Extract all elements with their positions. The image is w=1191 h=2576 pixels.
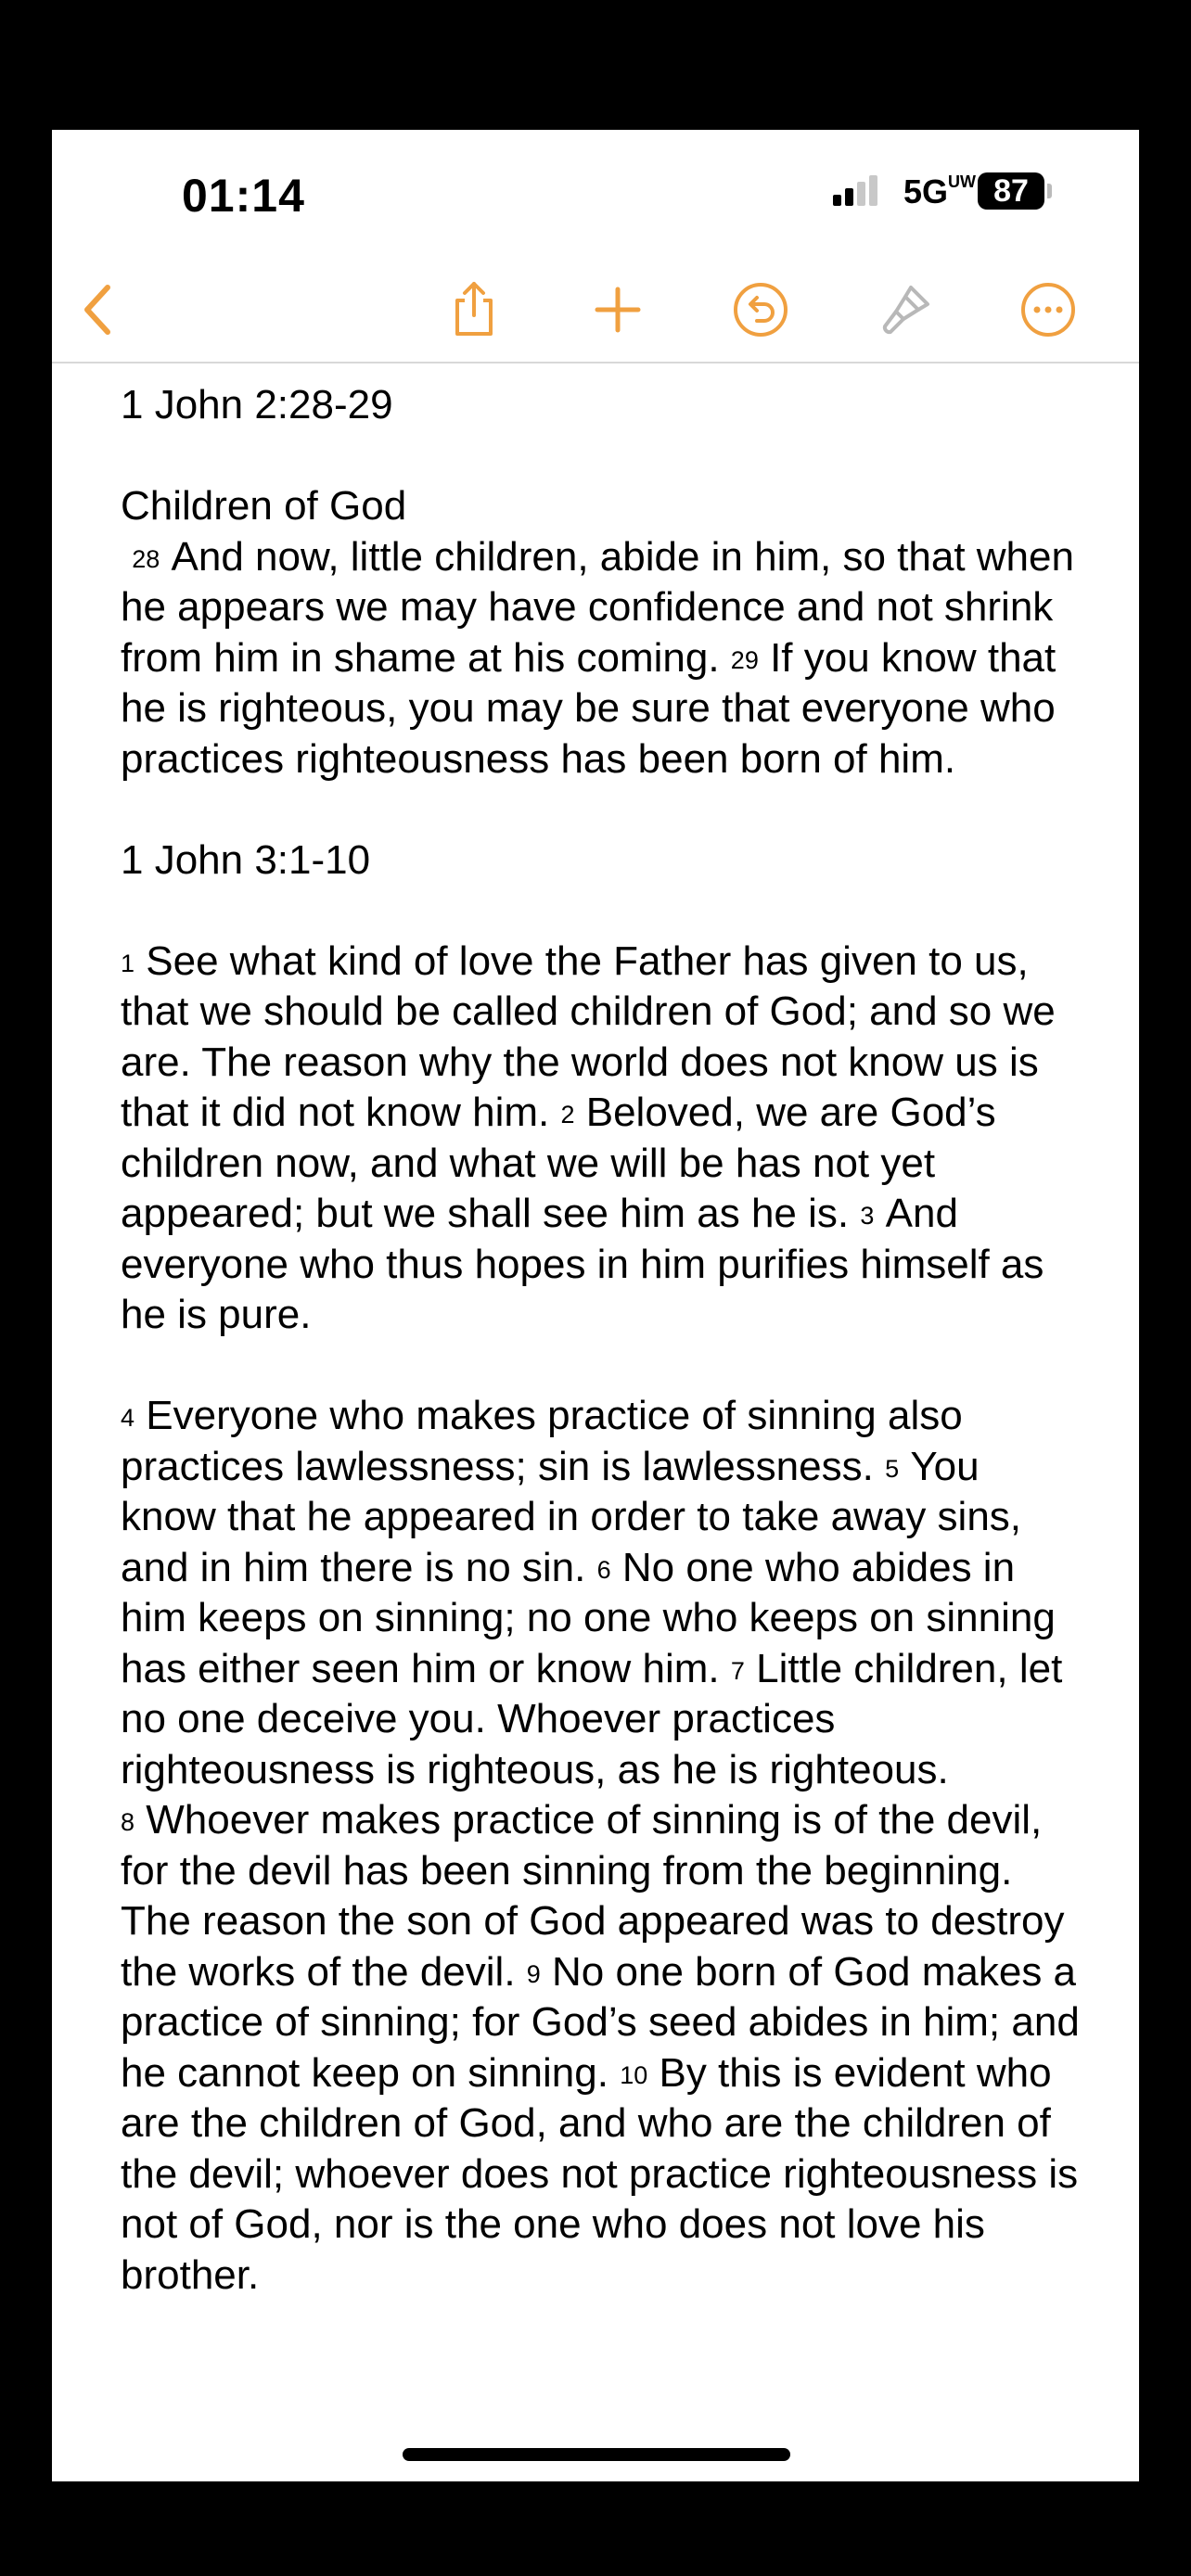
verse-text: No one born of God makes a practice of sinning; for God’s seed abides in him; and he cannot keep on sinning.: [121, 1948, 1080, 2096]
verse-number: 3: [860, 1202, 875, 1230]
share-icon: [444, 280, 504, 339]
signal-strength-icon: [833, 174, 889, 208]
section-title: Children of God: [121, 483, 407, 529]
ellipsis-circle-icon: [1018, 280, 1078, 339]
battery-nub: [1047, 184, 1052, 198]
paintbrush-icon: [876, 280, 935, 339]
passage-heading: 1 John 2:28-29: [121, 382, 393, 427]
verse-number: 7: [730, 1656, 745, 1685]
verse-number: 6: [596, 1555, 611, 1584]
markup-button[interactable]: [876, 280, 935, 339]
home-indicator[interactable]: [403, 2448, 790, 2461]
verse-text: See what kind of love the Father has given to us, that we should be called children of God; and so we are. The reason why the world does not know us is that it did not know him.: [121, 937, 1056, 1135]
status-time: 01:14: [182, 170, 305, 222]
verse-number: 2: [560, 1101, 575, 1129]
passage-heading: 1 John 3:1-10: [121, 836, 371, 883]
verse-number: 5: [885, 1454, 900, 1483]
verse-text: Everyone who makes practice of sinning also practices lawlessness; sin is lawlessness.: [121, 1393, 963, 1489]
add-button[interactable]: [588, 280, 647, 339]
verse-number: 29: [730, 645, 759, 674]
verse-number: 4: [121, 1404, 135, 1432]
toolbar: [52, 260, 1139, 363]
phone-screen: [52, 130, 1139, 2481]
back-button[interactable]: [70, 280, 130, 339]
battery-indicator: 87: [978, 172, 1044, 210]
verse-text: And now, little children, abide in him, so that when he appears we may have confidence and not shrink from him in shame at his coming.: [121, 533, 1074, 681]
status-bar: [52, 130, 1139, 260]
more-button[interactable]: [1018, 280, 1078, 339]
verse-text: Little children, let no one deceive you. Whoever practices righteousness is righteous, as he is righteous.: [121, 1645, 1063, 1792]
verse-number: 8: [121, 1808, 135, 1836]
verse-number: 1: [121, 949, 135, 977]
chevron-left-icon: [70, 280, 130, 339]
verse-paragraph: [121, 532, 1085, 785]
verse-text: Whoever makes practice of sinning is of the devil, for the devil has been sinning from the beginning. The reason the son of God appeared was to destroy the works of the devil.: [121, 1797, 1065, 1995]
verse-text: No one who abides in him keeps on sinning; no one who keeps on sinning has either seen him or know him.: [121, 1544, 1056, 1691]
plus-icon: [588, 280, 647, 339]
network-label: 5G: [903, 172, 949, 210]
share-button[interactable]: [444, 280, 504, 339]
verse-paragraph: [121, 1391, 1085, 2301]
undo-icon: [731, 280, 790, 339]
verse-text: If you know that he is righteous, you may be sure that everyone who practices righteousness has been born of him.: [121, 634, 1057, 782]
verse-text: And everyone who thus hopes in him purifies himself as he is pure.: [121, 1191, 1044, 1337]
verse-number: 28: [132, 544, 160, 573]
network-sup-label: UW: [948, 172, 977, 191]
verse-number: 9: [526, 1959, 541, 1988]
verse-number: 10: [620, 2060, 648, 2089]
verse-text: Beloved, we are God’s children now, and what we will be has not yet appeared; but we shall see him as he is.: [121, 1090, 996, 1236]
network-type: [903, 172, 976, 211]
note-body[interactable]: [121, 380, 1085, 2301]
verse-text: By this is evident who are the children of God, and who are the children of the devil; whoever does not practice righteousness is not of God, nor is the one who does not love his brother.: [121, 2049, 1079, 2298]
verse-text: You know that he appeared in order to take away sins, and in him there is no sin.: [121, 1443, 1022, 1590]
verse-paragraph: [121, 937, 1085, 1341]
undo-button[interactable]: [731, 280, 790, 339]
